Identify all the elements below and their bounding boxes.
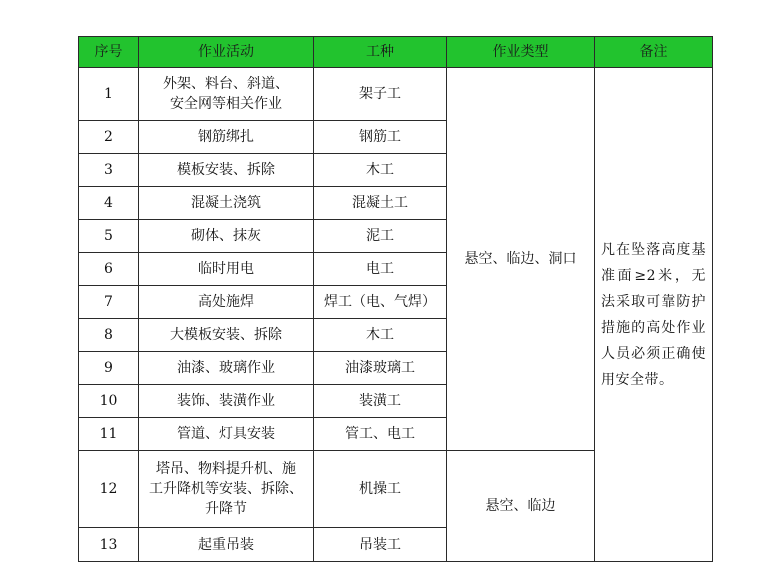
row-activity: 钢筋绑扎 <box>139 121 314 154</box>
activity-line: 外架、料台、斜道、 <box>163 76 289 92</box>
header-worker-type: 工种 <box>314 37 447 68</box>
activity-line: 工升降机等安装、拆除、 <box>149 481 303 497</box>
row-activity: 大模板安装、拆除 <box>139 319 314 352</box>
row-worker: 钢筋工 <box>314 121 447 154</box>
row-worker: 管工、电工 <box>314 418 447 451</box>
work-type-text: 悬空、临边、洞口 <box>464 251 577 267</box>
work-type-group-1 <box>447 68 595 451</box>
row-activity: 混凝土浇筑 <box>139 187 314 220</box>
row-activity: 起重吊装 <box>139 528 314 562</box>
work-type-group-2 <box>447 451 595 562</box>
row-worker: 油漆玻璃工 <box>314 352 447 385</box>
row-activity: 高处施焊 <box>139 286 314 319</box>
row-worker: 吊装工 <box>314 528 447 562</box>
row-number: 7 <box>79 286 139 319</box>
row-worker: 机操工 <box>314 451 447 528</box>
header-work-type: 作业类型 <box>447 37 595 68</box>
remark-text: 凡在坠落高度基准面≥2米，无法采取可靠防护措施的高处作业人员必须正确使用安全带。 <box>601 241 706 388</box>
row-number: 4 <box>79 187 139 220</box>
row-activity: 模板安装、拆除 <box>139 154 314 187</box>
header-work-activity: 作业活动 <box>139 37 314 68</box>
row-activity: 油漆、玻璃作业 <box>139 352 314 385</box>
row-number: 9 <box>79 352 139 385</box>
activity-line: 升降节 <box>205 501 247 517</box>
row-number: 6 <box>79 253 139 286</box>
row-number: 8 <box>79 319 139 352</box>
row-number: 11 <box>79 418 139 451</box>
row-worker: 装潢工 <box>314 385 447 418</box>
row-number: 5 <box>79 220 139 253</box>
row-number: 12 <box>79 451 139 528</box>
remark-cell <box>595 68 713 562</box>
row-activity: 管道、灯具安装 <box>139 418 314 451</box>
row-activity: 装饰、装潢作业 <box>139 385 314 418</box>
table-row <box>79 68 713 121</box>
row-number: 13 <box>79 528 139 562</box>
row-activity <box>139 451 314 528</box>
row-number: 1 <box>79 68 139 121</box>
row-number: 2 <box>79 121 139 154</box>
row-worker: 木工 <box>314 319 447 352</box>
row-activity: 砌体、抹灰 <box>139 220 314 253</box>
table-header-row <box>79 37 713 68</box>
row-worker: 混凝土工 <box>314 187 447 220</box>
row-worker: 泥工 <box>314 220 447 253</box>
header-serial-number: 序号 <box>79 37 139 68</box>
row-number: 3 <box>79 154 139 187</box>
work-type-text: 悬空、临边 <box>485 498 556 514</box>
row-activity <box>139 68 314 121</box>
activity-line: 安全网等相关作业 <box>170 96 282 112</box>
work-activity-table <box>78 36 713 562</box>
row-worker: 电工 <box>314 253 447 286</box>
row-activity: 临时用电 <box>139 253 314 286</box>
header-remark: 备注 <box>595 37 713 68</box>
row-number: 10 <box>79 385 139 418</box>
row-worker: 架子工 <box>314 68 447 121</box>
row-worker: 焊工（电、气焊） <box>314 286 447 319</box>
row-worker: 木工 <box>314 154 447 187</box>
activity-line: 塔吊、物料提升机、施 <box>156 461 296 477</box>
